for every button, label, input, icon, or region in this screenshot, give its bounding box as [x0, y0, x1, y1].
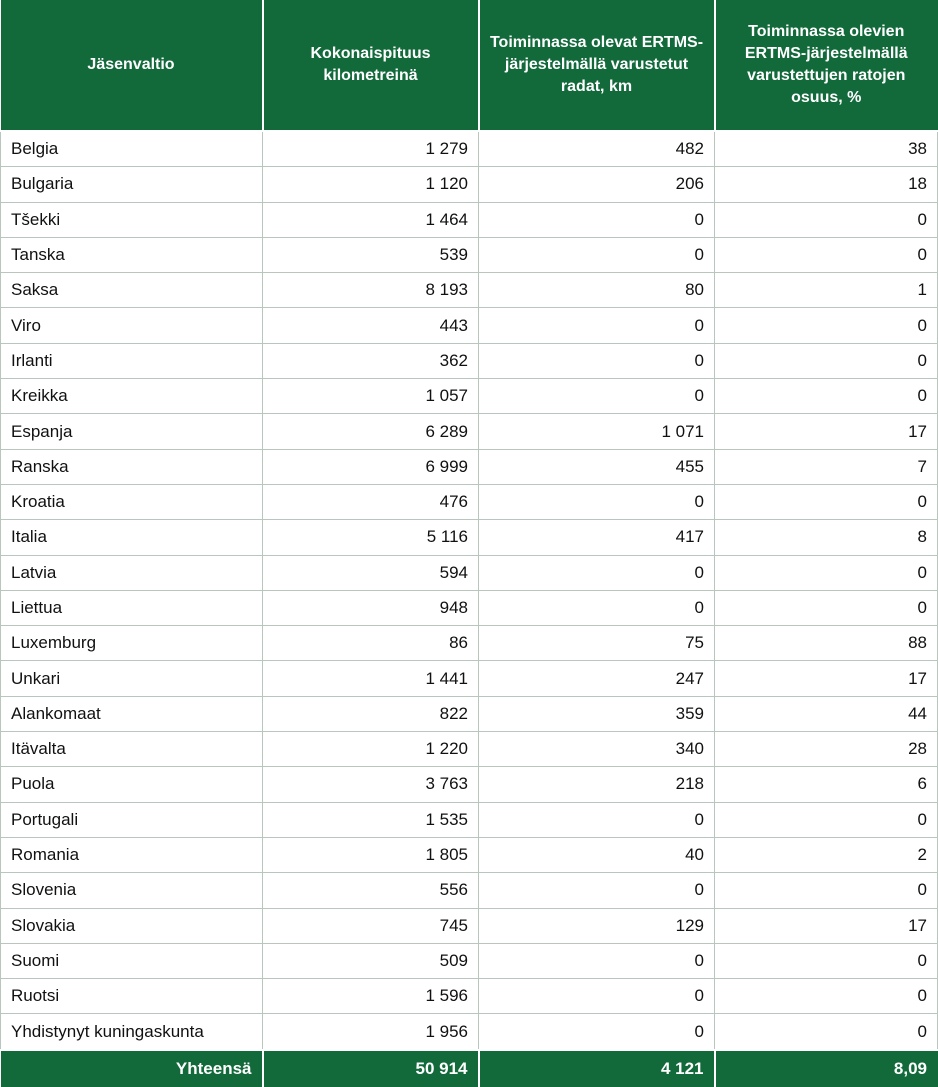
total-km-cell: 822: [263, 696, 479, 731]
share-cell: 0: [715, 590, 938, 625]
share-cell: 38: [715, 131, 938, 167]
ertms-km-cell: 359: [479, 696, 715, 731]
ertms-km-cell: 0: [479, 1014, 715, 1050]
country-cell: Ranska: [1, 449, 263, 484]
ertms-km-cell: 0: [479, 484, 715, 519]
country-cell: Luxemburg: [1, 626, 263, 661]
header-total-length: Kokonaispituus kilometreinä: [263, 0, 479, 131]
total-km-cell: 6 289: [263, 414, 479, 449]
share-cell: 88: [715, 626, 938, 661]
share-cell: 0: [715, 873, 938, 908]
total-km-cell: 8 193: [263, 273, 479, 308]
table-row: [1, 696, 938, 731]
country-cell: Portugali: [1, 802, 263, 837]
table-row: [1, 379, 938, 414]
ertms-km-cell: 417: [479, 520, 715, 555]
ertms-km-cell: 0: [479, 873, 715, 908]
country-cell: Ruotsi: [1, 979, 263, 1014]
ertms-km-cell: 0: [479, 979, 715, 1014]
table-row: [1, 873, 938, 908]
total-km-cell: 1 279: [263, 131, 479, 167]
total-km-cell: 556: [263, 873, 479, 908]
country-cell: Liettua: [1, 590, 263, 625]
share-cell: 17: [715, 661, 938, 696]
table-row: [1, 943, 938, 978]
ertms-km-cell: 0: [479, 590, 715, 625]
share-cell: 44: [715, 696, 938, 731]
share-cell: 0: [715, 202, 938, 237]
country-cell: Alankomaat: [1, 696, 263, 731]
total-ertms-km: 4 121: [479, 1050, 715, 1087]
share-cell: 0: [715, 379, 938, 414]
share-cell: 18: [715, 167, 938, 202]
ertms-km-cell: 129: [479, 908, 715, 943]
share-cell: 7: [715, 449, 938, 484]
share-cell: 0: [715, 308, 938, 343]
ertms-km-cell: 80: [479, 273, 715, 308]
country-cell: Kreikka: [1, 379, 263, 414]
country-cell: Puola: [1, 767, 263, 802]
country-cell: Italia: [1, 520, 263, 555]
share-cell: 2: [715, 837, 938, 872]
total-km-cell: 1 464: [263, 202, 479, 237]
ertms-km-cell: 0: [479, 308, 715, 343]
country-cell: Kroatia: [1, 484, 263, 519]
total-km-cell: 476: [263, 484, 479, 519]
ertms-km-cell: 0: [479, 379, 715, 414]
total-km-cell: 594: [263, 555, 479, 590]
share-cell: 0: [715, 343, 938, 378]
country-cell: Latvia: [1, 555, 263, 590]
total-km-cell: 86: [263, 626, 479, 661]
table-row: [1, 837, 938, 872]
ertms-km-cell: 1 071: [479, 414, 715, 449]
total-km-cell: 948: [263, 590, 479, 625]
table-row: [1, 979, 938, 1014]
country-cell: Romania: [1, 837, 263, 872]
share-cell: 6: [715, 767, 938, 802]
table-row: [1, 273, 938, 308]
country-cell: Yhdistynyt kuningaskunta: [1, 1014, 263, 1050]
total-km-cell: 1 441: [263, 661, 479, 696]
total-km-cell: 1 057: [263, 379, 479, 414]
table-row: [1, 626, 938, 661]
share-cell: 0: [715, 943, 938, 978]
total-km-cell: 745: [263, 908, 479, 943]
share-cell: 0: [715, 979, 938, 1014]
country-cell: Viro: [1, 308, 263, 343]
share-cell: 8: [715, 520, 938, 555]
table-body: [1, 131, 938, 1050]
header-ertms-km: Toiminnassa olevat ERTMS-järjestelmällä varustetut radat, km: [479, 0, 715, 131]
total-km-cell: 1 805: [263, 837, 479, 872]
ertms-km-cell: 0: [479, 802, 715, 837]
share-cell: 17: [715, 414, 938, 449]
table-row: [1, 802, 938, 837]
total-km: 50 914: [263, 1050, 479, 1087]
total-km-cell: 1 956: [263, 1014, 479, 1050]
ertms-km-cell: 40: [479, 837, 715, 872]
share-cell: 0: [715, 555, 938, 590]
ertms-km-cell: 0: [479, 202, 715, 237]
share-cell: 0: [715, 1014, 938, 1050]
table-row: [1, 167, 938, 202]
country-cell: Bulgaria: [1, 167, 263, 202]
ertms-km-cell: 0: [479, 555, 715, 590]
table-row: [1, 131, 938, 167]
table-row: [1, 308, 938, 343]
table-row: [1, 590, 938, 625]
header-member-state: Jäsenvaltio: [1, 0, 263, 131]
ertms-km-cell: 482: [479, 131, 715, 167]
table-row: [1, 202, 938, 237]
total-km-cell: 1 120: [263, 167, 479, 202]
total-km-cell: 443: [263, 308, 479, 343]
country-cell: Saksa: [1, 273, 263, 308]
table-row: [1, 484, 938, 519]
table-row: [1, 343, 938, 378]
table-row: [1, 414, 938, 449]
total-km-cell: 1 535: [263, 802, 479, 837]
ertms-km-cell: 0: [479, 943, 715, 978]
ertms-km-cell: 218: [479, 767, 715, 802]
total-km-cell: 1 220: [263, 732, 479, 767]
total-km-cell: 539: [263, 237, 479, 272]
ertms-km-cell: 247: [479, 661, 715, 696]
country-cell: Tšekki: [1, 202, 263, 237]
ertms-km-cell: 455: [479, 449, 715, 484]
total-km-cell: 5 116: [263, 520, 479, 555]
country-cell: Slovakia: [1, 908, 263, 943]
total-share: 8,09: [715, 1050, 938, 1087]
share-cell: 0: [715, 237, 938, 272]
table-row: [1, 520, 938, 555]
share-cell: 0: [715, 484, 938, 519]
total-km-cell: 3 763: [263, 767, 479, 802]
country-cell: Itävalta: [1, 732, 263, 767]
share-cell: 17: [715, 908, 938, 943]
country-cell: Irlanti: [1, 343, 263, 378]
total-row: [1, 1050, 938, 1087]
total-km-cell: 362: [263, 343, 479, 378]
total-km-cell: 1 596: [263, 979, 479, 1014]
ertms-km-cell: 0: [479, 237, 715, 272]
table-row: [1, 908, 938, 943]
total-km-cell: 509: [263, 943, 479, 978]
ertms-km-cell: 0: [479, 343, 715, 378]
country-cell: Espanja: [1, 414, 263, 449]
country-cell: Suomi: [1, 943, 263, 978]
header-row: [1, 0, 938, 131]
ertms-km-cell: 75: [479, 626, 715, 661]
table-row: [1, 449, 938, 484]
country-cell: Tanska: [1, 237, 263, 272]
share-cell: 28: [715, 732, 938, 767]
header-ertms-share: Toiminnassa olevien ERTMS-järjestelmällä varustettujen ratojen osuus, %: [715, 0, 938, 131]
country-cell: Unkari: [1, 661, 263, 696]
table-row: [1, 237, 938, 272]
table-row: [1, 767, 938, 802]
ertms-km-cell: 206: [479, 167, 715, 202]
share-cell: 0: [715, 802, 938, 837]
total-label: Yhteensä: [1, 1050, 263, 1087]
total-km-cell: 6 999: [263, 449, 479, 484]
table-row: [1, 661, 938, 696]
table-row: [1, 732, 938, 767]
table-row: [1, 555, 938, 590]
country-cell: Slovenia: [1, 873, 263, 908]
country-cell: Belgia: [1, 131, 263, 167]
ertms-km-cell: 340: [479, 732, 715, 767]
share-cell: 1: [715, 273, 938, 308]
table-row: [1, 1014, 938, 1050]
